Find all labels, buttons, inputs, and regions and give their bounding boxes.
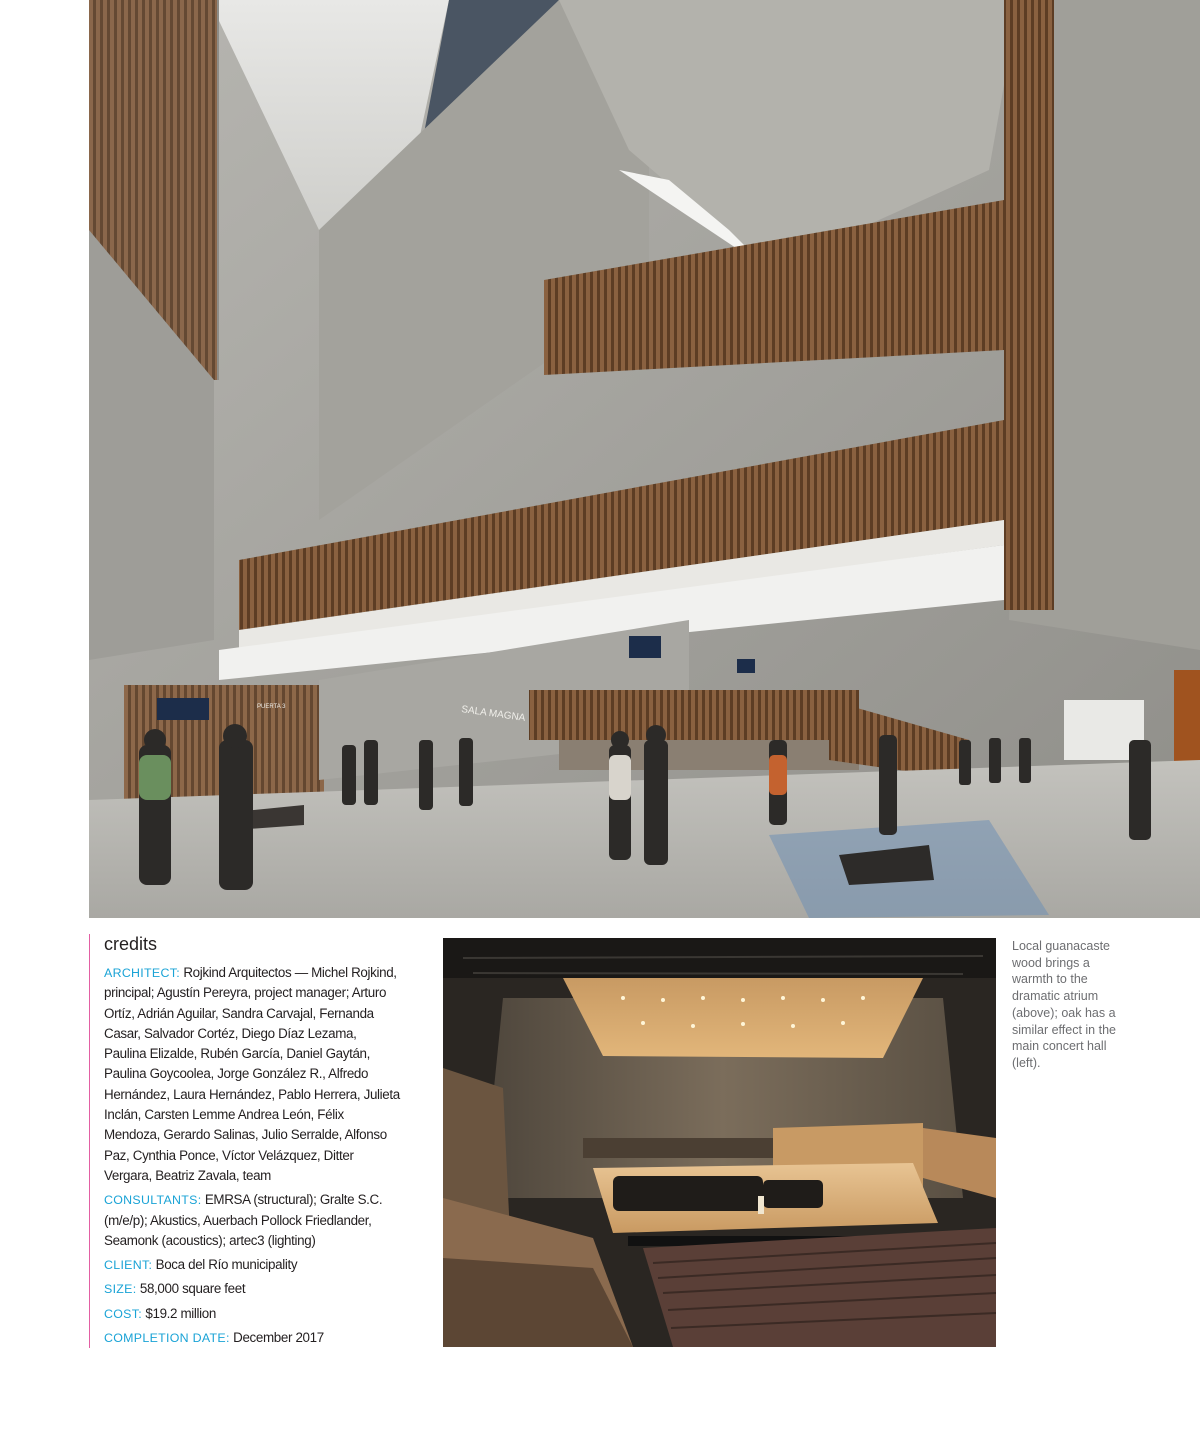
credit-label: CONSULTANTS: — [104, 1193, 202, 1208]
credit-consultants — [104, 1190, 400, 1251]
credit-label: SIZE: — [104, 1282, 137, 1297]
concert-hall-photo — [443, 938, 996, 1347]
credit-text: 58,000 square feet — [139, 1281, 246, 1297]
credit-text: December 2017 — [233, 1330, 324, 1346]
credit-text: EMRSA (structural); Gralte S.C. (m/e/p); Akustics, Auerbach Pollock Friedlander, Seamonk (acoustics); artec3 (lighting) — [104, 1192, 383, 1248]
credits-title: credits — [104, 934, 158, 954]
hall-sign-text: SALA MAGNA — [460, 704, 526, 724]
credit-size — [104, 1279, 400, 1299]
credit-cost — [104, 1304, 400, 1324]
credit-label: COMPLETION DATE: — [104, 1331, 230, 1346]
credit-label: CLIENT: — [104, 1258, 153, 1273]
credit-architect — [104, 963, 400, 1186]
credits-list — [104, 963, 400, 1352]
credit-label: COST: — [104, 1306, 142, 1321]
photo-caption: Local guanacaste wood brings a warmth to the dramatic atrium (above); oak has a similar effect in the main concert hall (left). — [1012, 939, 1116, 1070]
atrium-photo — [89, 0, 1200, 918]
credit-label: ARCHITECT: — [104, 966, 180, 980]
credit-text: Boca del Río municipality — [155, 1257, 298, 1273]
credit-completion-date — [104, 1328, 400, 1348]
credit-client — [104, 1255, 400, 1275]
door-sign-text: PUERTA 3 — [257, 704, 286, 710]
credit-text: $19.2 million — [145, 1305, 217, 1321]
credit-text: Rojkind Arquitectos — Michel Rojkind, principal; Agustín Pereyra, project manager; Arturo Ortíz, Adrián Aguilar, Sandra Carvajal, Fernanda Casar, Salvador Cortéz, Diego Díaz Lezama, Paulina Elizalde, Rubén García, Daniel Gaytán, Paulina Goycoolea, Jorge González R., Alfredo Hernández, Laura Hernández, Pablo Herrera, Julieta Inclán, Carsten Lemme Andrea León, Félix Mendoza, Gerardo Salinas, Julio Serralde, Alfonso Paz, Cynthia Ponce, Víctor Velázquez, Ditter Vergara, Beatriz Zavala, team — [104, 965, 400, 1183]
credits-block — [89, 934, 410, 1348]
